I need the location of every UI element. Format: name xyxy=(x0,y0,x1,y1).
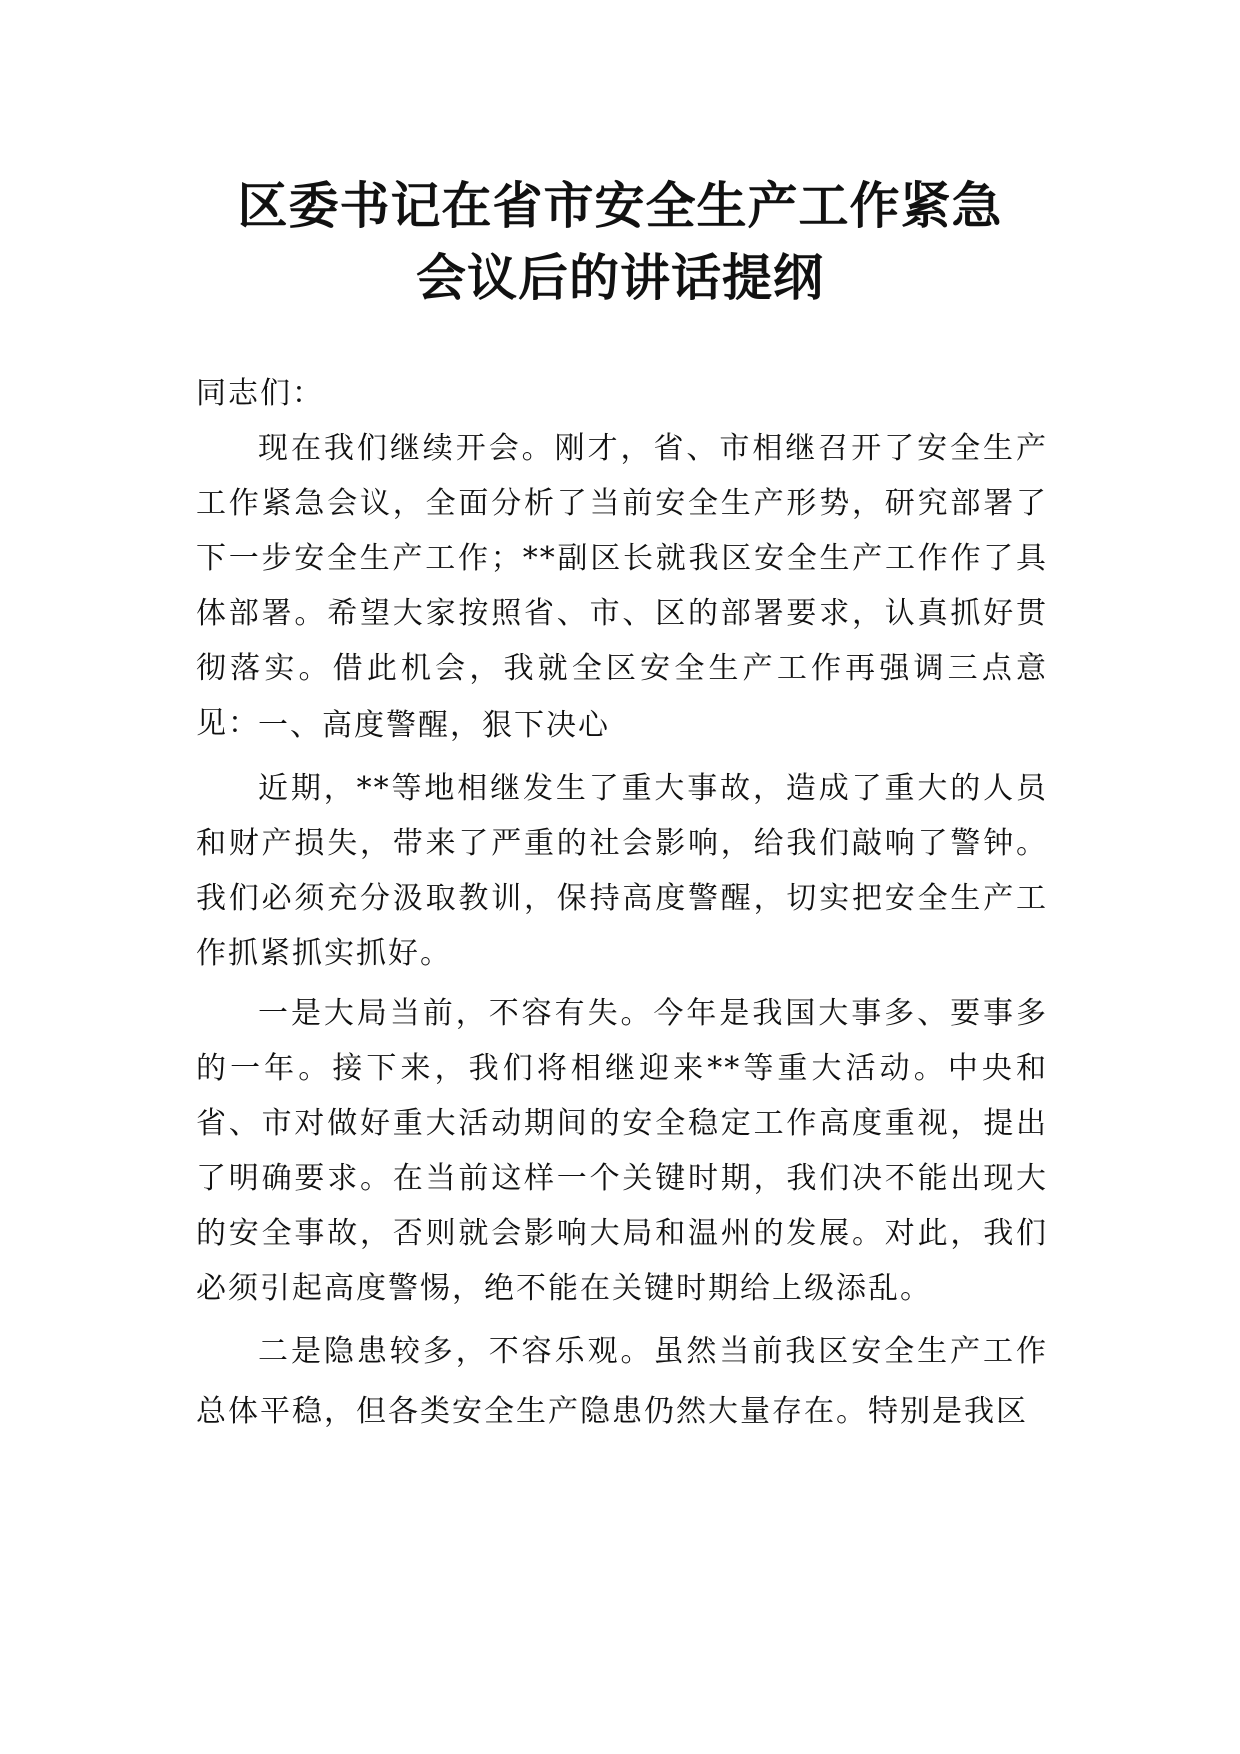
paragraph-intro: 现在我们继续开会。刚才，省、市相继召开了安全生产工作紧急会议，全面分析了当前安全生产形势，研究部署了下一步安全生产工作；**副区长就我区安全生产工作作了具体部署。希望大家按照省、市、区的部署要求，认真抓好贯彻落实。借此机会，我就全区安全生产工作再强调三点意见： xyxy=(196,431,1048,741)
document-title-line-1: 区委书记在省市安全生产工作紧急 xyxy=(237,177,1003,235)
paragraph-point-2: 二是隐患较多，不容乐观。虽然当前我区安全生产工作总体平稳，但各类安全生产隐患仍然大量存在。特别是我区 xyxy=(196,1334,1048,1429)
paragraph-recent-accidents: 近期，**等地相继发生了重大事故，造成了重大的人员和财产损失，带来了严重的社会影响，给我们敲响了警钟。我们必须充分汲取教训，保持高度警醒，切实把安全生产工作抓紧抓实抓好。 xyxy=(196,771,1048,971)
paragraph-point-1: 一是大局当前，不容有失。今年是我国大事多、要事多的一年。接下来，我们将相继迎来**等重大活动。中央和省、市对做好重大活动期间的安全稳定工作高度重视，提出了明确要求。在当前这样一个关键时期，我们决不能出现大的安全事故，否则就会影响大局和温州的发展。对此，我们必须引起高度警惕，绝不能在关键时期给上级添乱。 xyxy=(196,996,1048,1306)
document-title-line-2: 会议后的讲话提纲 xyxy=(416,249,824,307)
section-heading-1: 一、高度警醒，狠下决心 xyxy=(258,708,610,743)
salutation: 同志们： xyxy=(196,376,324,411)
